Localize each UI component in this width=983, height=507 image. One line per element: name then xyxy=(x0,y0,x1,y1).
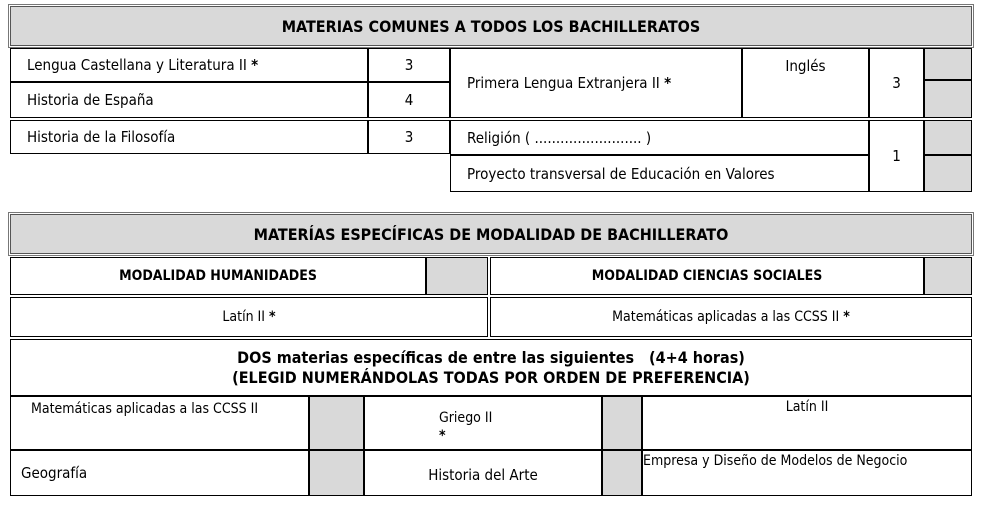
hours-historia: 4 xyxy=(368,82,450,118)
required-mark: * xyxy=(843,309,850,325)
checkbox-geografia[interactable] xyxy=(309,450,364,496)
lengua-extranjera-label: Primera Lengua Extranjera II xyxy=(467,74,660,92)
required-mark: * xyxy=(664,74,672,92)
required-mark: * xyxy=(268,309,276,325)
checkbox-matematicas[interactable] xyxy=(309,396,364,450)
required-mark: * xyxy=(439,428,446,444)
checkbox-historia-arte[interactable] xyxy=(602,450,642,496)
option-griego-label: Griego II xyxy=(439,410,493,426)
subject-religion: Religión ( ......................... ) xyxy=(450,120,869,155)
checkbox-griego[interactable] xyxy=(602,396,642,450)
ciencias-sociales-subject xyxy=(490,297,972,337)
choose-line-1: DOS materias específicas de entre las siguientes (4+4 horas) xyxy=(237,348,745,367)
option-historia-arte: Historia del Arte xyxy=(364,450,602,496)
checkbox-lengua-extranjera[interactable] xyxy=(924,80,972,118)
checkbox-religion[interactable] xyxy=(924,120,972,155)
subject-lengua-extranjera xyxy=(450,48,742,118)
checkbox-ingles[interactable] xyxy=(924,48,972,80)
subject-proyecto-valores: Proyecto transversal de Educación en Valores xyxy=(450,155,869,192)
modality-ciencias-sociales: MODALIDAD CIENCIAS SOCIALES xyxy=(490,257,924,295)
checkbox-humanidades[interactable] xyxy=(426,257,488,295)
subject-lengua-label: Lengua Castellana y Literatura II xyxy=(27,56,247,74)
humanidades-subject-label: Latín II xyxy=(222,309,265,325)
option-latin: Latín II xyxy=(642,396,972,450)
hours-lengua-extranjera: 3 xyxy=(869,48,924,118)
checkbox-proyecto-valores[interactable] xyxy=(924,155,972,192)
ciencias-sociales-subject-label: Matemáticas aplicadas a las CCSS II xyxy=(612,309,840,325)
option-matematicas: Matemáticas aplicadas a las CCSS II xyxy=(10,396,309,450)
subject-filosofia: Historia de la Filosofía xyxy=(10,120,368,154)
hours-religion: 1 xyxy=(869,120,924,192)
humanidades-subject xyxy=(10,297,488,337)
modality-humanidades: MODALIDAD HUMANIDADES xyxy=(10,257,426,295)
language-option: Inglés xyxy=(742,48,869,118)
option-griego xyxy=(364,396,602,450)
checkbox-ciencias-sociales[interactable] xyxy=(924,257,972,295)
common-title: MATERIAS COMUNES A TODOS LOS BACHILLERATOS xyxy=(10,6,972,46)
choose-line-2: (ELEGID NUMERÁNDOLAS TODAS POR ORDEN DE PREFERENCIA) xyxy=(232,368,750,387)
required-mark: * xyxy=(251,56,259,74)
option-geografia: Geografía xyxy=(10,450,309,496)
choose-instructions xyxy=(10,339,972,396)
specific-title: MATERÍAS ESPECÍFICAS DE MODALIDAD DE BACHILLERATO xyxy=(10,214,972,254)
subject-historia: Historia de España xyxy=(10,82,368,118)
hours-lengua: 3 xyxy=(368,48,450,82)
hours-filosofia: 3 xyxy=(368,120,450,154)
subject-lengua xyxy=(10,48,368,82)
option-empresa: Empresa y Diseño de Modelos de Negocio xyxy=(642,450,972,496)
